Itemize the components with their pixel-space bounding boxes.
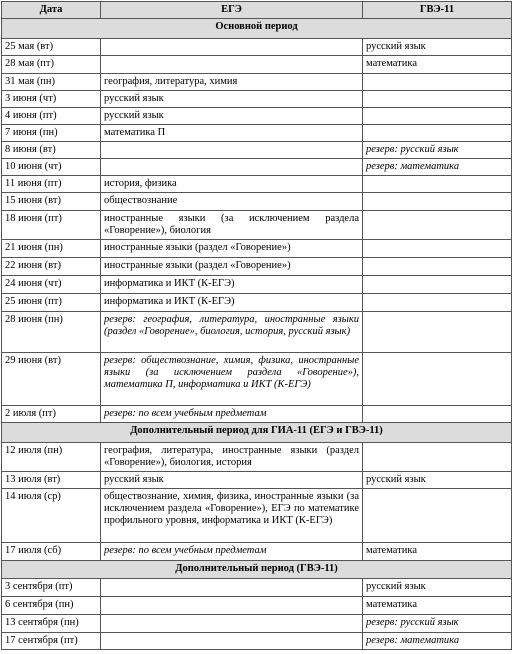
date-cell: 21 июня (пн) [2, 240, 101, 258]
date-cell: 22 июня (вт) [2, 258, 101, 276]
date-cell: 18 июня (пт) [2, 211, 101, 240]
section-title: Дополнительный период для ГИА-11 (ЕГЭ и ГВЭ-11) [2, 423, 512, 443]
gve-cell: резерв: математика [363, 159, 512, 176]
date-cell: 10 июня (чт) [2, 159, 101, 176]
ege-cell [101, 142, 363, 159]
ege-cell [101, 633, 363, 650]
gve-cell: русский язык [363, 39, 512, 56]
date-cell: 4 июня (пт) [2, 108, 101, 125]
ege-cell: резерв: по всем учебным предметам [101, 406, 363, 423]
date-cell: 3 сентября (пт) [2, 579, 101, 597]
ege-cell [101, 579, 363, 597]
table-row [2, 125, 512, 142]
gve-cell [363, 176, 512, 193]
table-row [2, 39, 512, 56]
table-row [2, 353, 512, 406]
table-row [2, 597, 512, 615]
header-row [2, 2, 512, 19]
ege-cell: география, литература, химия [101, 74, 363, 91]
table-row [2, 91, 512, 108]
exam-schedule-table [1, 1, 512, 650]
gve-cell: резерв: русский язык [363, 142, 512, 159]
date-cell: 28 мая (пт) [2, 56, 101, 74]
table-row [2, 443, 512, 472]
section-title: Дополнительный период (ГВЭ-11) [2, 561, 512, 579]
header-date: Дата [2, 2, 101, 19]
gve-cell: русский язык [363, 579, 512, 597]
gve-cell [363, 312, 512, 353]
table-row [2, 294, 512, 312]
table-row [2, 176, 512, 193]
ege-cell: русский язык [101, 472, 363, 489]
ege-cell: иностранные языки (за исключением раздела «Говорение»), биология [101, 211, 363, 240]
date-cell: 29 июня (вт) [2, 353, 101, 406]
date-cell: 2 июля (пт) [2, 406, 101, 423]
gve-cell [363, 294, 512, 312]
gve-cell [363, 258, 512, 276]
header-ege: ЕГЭ [101, 2, 363, 19]
ege-cell: математика П [101, 125, 363, 142]
gve-cell [363, 108, 512, 125]
ege-cell: информатика и ИКТ (К-ЕГЭ) [101, 276, 363, 294]
gve-cell: математика [363, 543, 512, 561]
ege-cell: география, литература, иностранные языки (раздел «Говорение»), биология, история [101, 443, 363, 472]
date-cell: 13 июля (вт) [2, 472, 101, 489]
ege-cell: иностранные языки (раздел «Говорение») [101, 240, 363, 258]
table-row [2, 543, 512, 561]
gve-cell [363, 353, 512, 406]
date-cell: 7 июня (пн) [2, 125, 101, 142]
table-row [2, 579, 512, 597]
table-row [2, 312, 512, 353]
gve-cell [363, 443, 512, 472]
section-row [2, 19, 512, 39]
gve-cell: математика [363, 597, 512, 615]
section-row [2, 561, 512, 579]
table-row [2, 211, 512, 240]
table-row [2, 142, 512, 159]
ege-cell [101, 39, 363, 56]
date-cell: 6 сентября (пн) [2, 597, 101, 615]
table-row [2, 258, 512, 276]
table-row [2, 108, 512, 125]
table-row [2, 193, 512, 211]
gve-cell [363, 211, 512, 240]
table-row [2, 276, 512, 294]
ege-cell: иностранные языки (раздел «Говорение») [101, 258, 363, 276]
table-row [2, 489, 512, 543]
ege-cell: информатика и ИКТ (К-ЕГЭ) [101, 294, 363, 312]
ege-cell: русский язык [101, 91, 363, 108]
gve-cell: резерв: русский язык [363, 615, 512, 633]
gve-cell [363, 125, 512, 142]
date-cell: 28 июня (пн) [2, 312, 101, 353]
ege-cell: история, физика [101, 176, 363, 193]
date-cell: 15 июня (вт) [2, 193, 101, 211]
table-row [2, 56, 512, 74]
date-cell: 17 сентября (пт) [2, 633, 101, 650]
date-cell: 25 июня (пт) [2, 294, 101, 312]
gve-cell [363, 240, 512, 258]
date-cell: 31 мая (пн) [2, 74, 101, 91]
gve-cell [363, 91, 512, 108]
ege-cell: русский язык [101, 108, 363, 125]
table-row [2, 406, 512, 423]
date-cell: 12 июля (пн) [2, 443, 101, 472]
ege-cell [101, 597, 363, 615]
gve-cell: резерв: математика [363, 633, 512, 650]
table-row [2, 159, 512, 176]
schedule-body [2, 19, 512, 650]
ege-cell: резерв: обществознание, химия, физика, иностранные языки (за исключением раздела «Говорение»), математика П, информатика и ИКТ (К-ЕГЭ) [101, 353, 363, 406]
table-row [2, 615, 512, 633]
section-row [2, 423, 512, 443]
date-cell: 24 июня (чт) [2, 276, 101, 294]
ege-cell: резерв: география, литература, иностранные языки (раздел «Говорение», биология, история, русский язык) [101, 312, 363, 353]
date-cell: 11 июня (пт) [2, 176, 101, 193]
gve-cell [363, 276, 512, 294]
gve-cell: математика [363, 56, 512, 74]
ege-cell: резерв: по всем учебным предметам [101, 543, 363, 561]
ege-cell [101, 159, 363, 176]
date-cell: 3 июня (чт) [2, 91, 101, 108]
table-row [2, 240, 512, 258]
date-cell: 14 июля (ср) [2, 489, 101, 543]
gve-cell: русский язык [363, 472, 512, 489]
date-cell: 17 июля (сб) [2, 543, 101, 561]
ege-cell: обществознание [101, 193, 363, 211]
table-row [2, 74, 512, 91]
gve-cell [363, 193, 512, 211]
header-gve: ГВЭ-11 [363, 2, 512, 19]
ege-cell: обществознание, химия, физика, иностранные языки (за исключением раздела «Говорение»), ЕГЭ по математике профильного уровня, информатика и ИКТ (К-ЕГЭ) [101, 489, 363, 543]
gve-cell [363, 74, 512, 91]
gve-cell [363, 406, 512, 423]
gve-cell [363, 489, 512, 543]
table-row [2, 633, 512, 650]
date-cell: 25 мая (вт) [2, 39, 101, 56]
ege-cell [101, 56, 363, 74]
date-cell: 8 июня (вт) [2, 142, 101, 159]
ege-cell [101, 615, 363, 633]
date-cell: 13 сентября (пн) [2, 615, 101, 633]
table-row [2, 472, 512, 489]
section-title: Основной период [2, 19, 512, 39]
